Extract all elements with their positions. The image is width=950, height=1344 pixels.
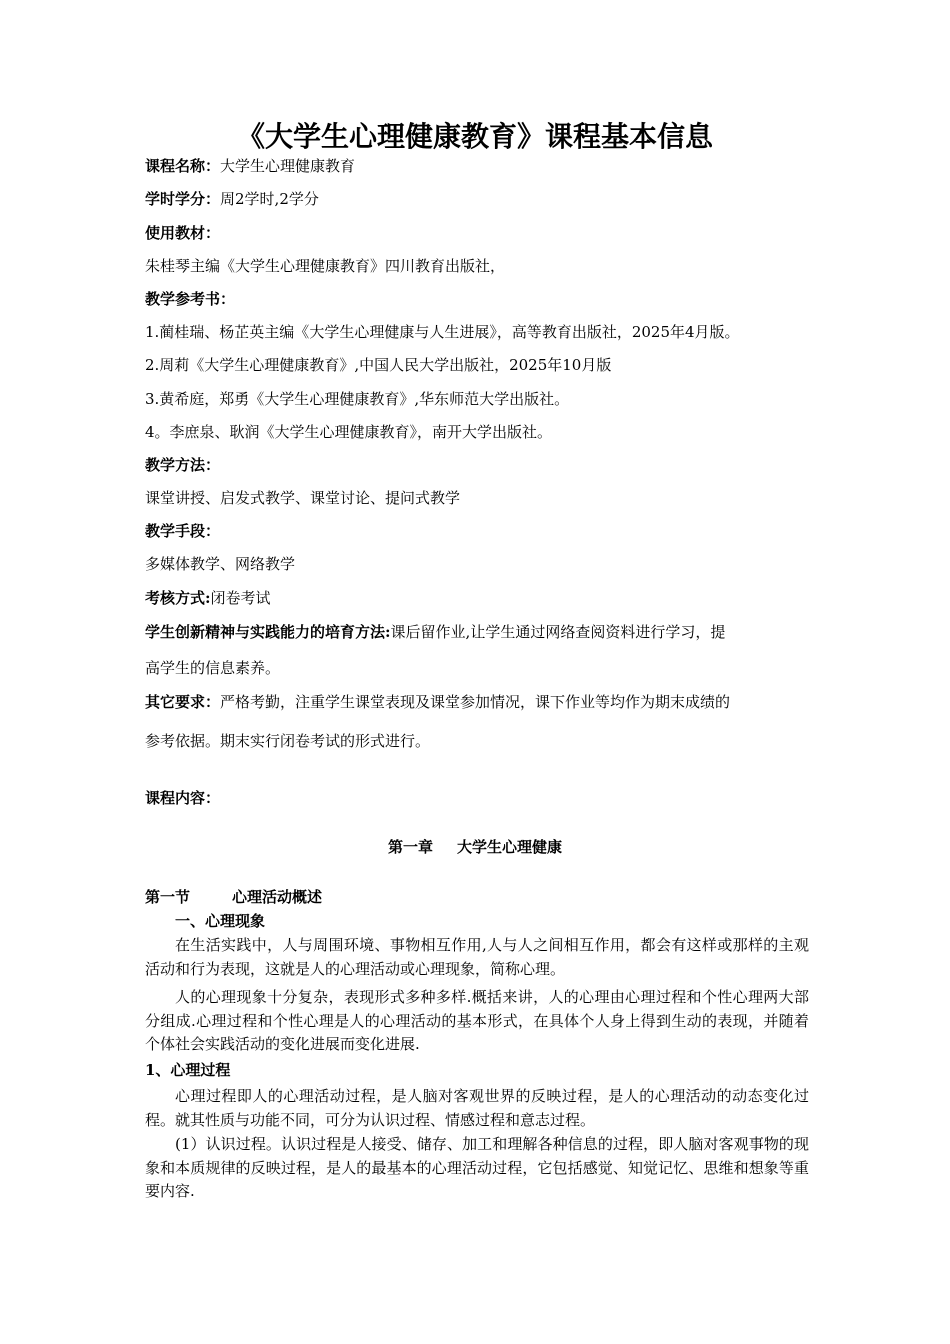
assessment-label: 考核方式: — [145, 589, 211, 607]
chapter-heading — [0, 836, 950, 858]
course-name-value: 大学生心理健康教育 — [220, 157, 356, 175]
reference-item: 3.黄希庭，郑勇《大学生心理健康教育》,华东师范大学出版社。 — [145, 390, 570, 408]
innovation-value-cont: 高学生的信息素养。 — [145, 659, 281, 677]
paragraph: (1）认识过程。认识过程是人接受、储存、加工和理解各种信息的过程，即人脑对客观事物的现象和本质规律的反映过程，是人的最基本的心理活动过程，它包括感觉、知觉记忆、思维和想象等重要内容. — [145, 1135, 809, 1200]
paragraph: 在生活实践中，人与周围环境、事物相互作用,人与人之间相互作用，都会有这样或那样的主观活动和行为表现，这就是人的心理活动或心理现象，简称心理。 — [145, 936, 809, 978]
course-content-label: 课程内容： — [145, 789, 221, 807]
assessment-line — [145, 587, 271, 609]
references-label: 教学参考书： — [145, 290, 236, 308]
assessment-value: 闭卷考试 — [210, 589, 271, 607]
reference-item: 1.蔺桂瑞、杨芷英主编《大学生心理健康与人生进展》，高等教育出版社，2025年4月版。 — [145, 323, 740, 341]
hours-credits-line — [145, 188, 319, 210]
other-requirements-line — [145, 691, 730, 713]
methods-label: 教学方法： — [145, 456, 221, 474]
paragraph: 心理过程即人的心理活动过程，是人脑对客观世界的反映过程，是人的心理活动的动态变化过程。就其性质与功能不同，可分为认识过程、情感过程和意志过程。 — [145, 1087, 809, 1129]
paragraph: 人的心理现象十分复杂，表现形式多种多样.概括来讲，人的心理由心理过程和个性心理两大部分组成.心理过程和个性心理是人的心理活动的基本形式，在具体个人身上得到生动的表现，并随着个体社会实践活动的变化进展而变化进展. — [145, 988, 809, 1053]
section-heading — [145, 886, 322, 908]
other-requirements-cont: 参考依据。期末实行闭卷考试的形式进行。 — [145, 732, 431, 750]
means-value: 多媒体教学、网络教学 — [145, 555, 296, 573]
hours-credits-value: 周2学时,2学分 — [220, 190, 319, 208]
chapter-number: 第一章 — [387, 838, 433, 856]
course-name-label: 课程名称： — [145, 157, 221, 175]
innovation-label: 学生创新精神与实践能力的培育方法: — [145, 623, 391, 641]
section-title: 心理活动概述 — [232, 888, 323, 906]
methods-value: 课堂讲授、启发式教学、课堂讨论、提问式教学 — [145, 489, 461, 507]
textbook-value: 朱桂琴主编《大学生心理健康教育》四川教育出版社， — [145, 257, 506, 275]
innovation-line — [145, 621, 725, 643]
course-name-line — [145, 155, 355, 177]
hours-credits-label: 学时学分： — [145, 190, 221, 208]
means-label: 教学手段： — [145, 522, 221, 540]
reference-item: 2.周莉《大学生心理健康教育》,中国人民大学出版社，2025年10月版 — [145, 356, 612, 374]
document-title: 《大学生心理健康教育》课程基本信息 — [236, 120, 713, 153]
textbook-label: 使用教材： — [145, 224, 221, 242]
subheading-phenomena: 一、心理现象 — [175, 912, 266, 930]
section-number: 第一节 — [145, 888, 191, 906]
other-requirements-label: 其它要求： — [145, 693, 221, 711]
subheading-process: 1、心理过程 — [145, 1061, 231, 1079]
reference-item: 4。李庶泉、耿润《大学生心理健康教育》，南开大学出版社。 — [145, 423, 553, 441]
other-requirements-value: 严格考勤，注重学生课堂表现及课堂参加情况，课下作业等均作为期末成绩的 — [220, 693, 731, 711]
chapter-title: 大学生心理健康 — [457, 838, 563, 856]
innovation-value: 课后留作业,让学生通过网络查阅资料进行学习，提 — [390, 623, 726, 641]
